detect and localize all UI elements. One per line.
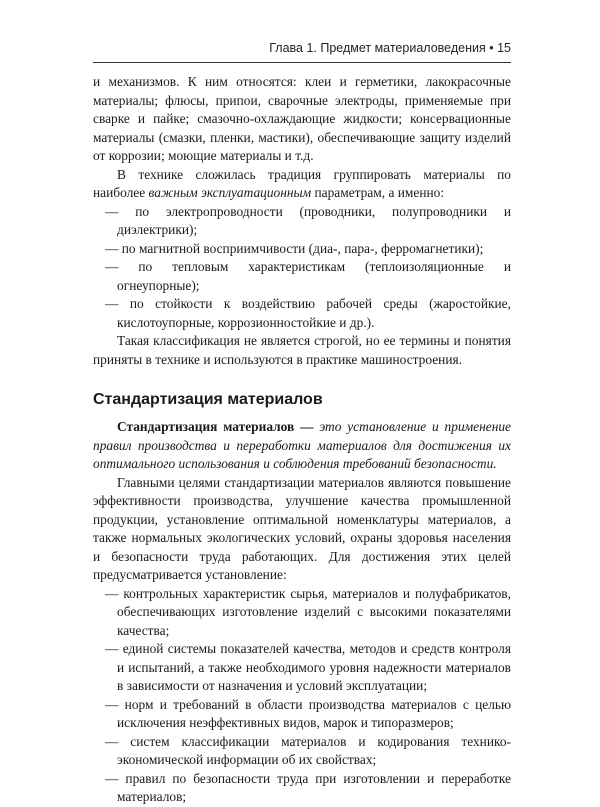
list-marker: —	[105, 203, 119, 219]
definition-term: Стандартизация материалов	[117, 419, 295, 434]
page-body	[93, 73, 511, 807]
section-title: Стандартизация материалов	[93, 391, 323, 408]
goals-list	[93, 585, 511, 807]
list-marker: —	[105, 641, 119, 656]
list-item-text: правил по безопасности труда при изготовлении и переработке материалов;	[117, 770, 511, 804]
list-item-text: систем классификации материалов и кодирования технико-экономической информации об их свойствах;	[117, 733, 511, 767]
tradition-text-after: параметрам, а именно:	[311, 185, 445, 200]
page-number: 15	[497, 41, 511, 55]
running-header	[93, 41, 511, 55]
header-rule	[93, 62, 511, 63]
list-item-text: единой системы показателей качества, методов и средств контроля и испытаний, а также необходимого уровня надежности материалов в зависимости от назначения и условий эксплуатации;	[117, 641, 511, 693]
classification-list	[93, 203, 511, 333]
tradition-text-before: В технике сложилась традиция группировать материалы по наиболее	[93, 166, 511, 200]
list-item-text: по тепловым характеристикам (теплоизоляционные и огнеупорные);	[117, 259, 511, 293]
list-item	[93, 203, 511, 240]
list-item	[93, 240, 511, 259]
list-item-text: норм и требований в области производства материалов с целью исключения неэффективных видов, марок и типоразмеров;	[117, 696, 511, 730]
list-item	[93, 258, 511, 295]
definition-dash: —	[294, 419, 320, 434]
list-marker: —	[105, 733, 119, 749]
list-item	[93, 585, 511, 641]
list-item	[93, 770, 511, 807]
chapter-title: Глава 1. Предмет материаловедения	[269, 41, 486, 55]
definition-text: это установление и применение правил производства и переработки материалов для достижения их оптимального использования и соблюдения требований безопасности.	[93, 419, 511, 471]
list-item	[93, 733, 511, 770]
goals-paragraph: Главными целями стандартизации материалов являются повышение эффективности производства, улучшение качества промышленной продукции, установление оптимальной номенклатуры материалов, а также нормальных экологических условий, охраны здоровья населения и безопасности труда работающих. Для достижения этих целей предусматривается установление:	[93, 474, 511, 582]
list-marker: —	[105, 770, 119, 786]
tradition-emphasis: важным эксплуатационным	[148, 185, 312, 200]
list-marker: —	[105, 585, 119, 601]
header-separator: •	[489, 41, 494, 55]
list-item	[93, 696, 511, 733]
list-item-text: по стойкости к воздействию рабочей среды (жаростойкие, кислотоупорные, коррозионностойкие и др.).	[117, 296, 511, 330]
list-item-text: по магнитной восприимчивости (диа-, пара-, ферромагнетики);	[121, 240, 484, 256]
list-marker: —	[105, 296, 119, 311]
list-item-text: контрольных характеристик сырья, материалов и полуфабрикатов, обеспечивающих изготовление изделий с высокими показателями качества;	[117, 585, 511, 638]
intro-paragraph: и механизмов. К ним относятся: клеи и герметики, лакокрасочные материалы; флюсы, припои, сварочные электроды, применяемые при сварке и пайке; смазочно-охлаждающие жидкости; консервационные материалы (смазки, пленки, мастики), обеспечивающие защиту изделий от коррозии; моющие материалы и т.д.	[93, 74, 511, 163]
list-marker: —	[105, 240, 119, 256]
list-item	[93, 640, 511, 696]
list-marker: —	[105, 696, 119, 712]
classification-note: Такая классификация не является строгой, но ее термины и понятия приняты в технике и используются в практике машиностроения.	[93, 333, 511, 367]
definition-paragraph	[93, 418, 511, 474]
tradition-paragraph	[93, 166, 511, 203]
list-item-text: по электропроводности (проводники, полупроводники и диэлектрики);	[117, 203, 511, 237]
list-item	[93, 295, 511, 332]
list-marker: —	[105, 259, 119, 274]
